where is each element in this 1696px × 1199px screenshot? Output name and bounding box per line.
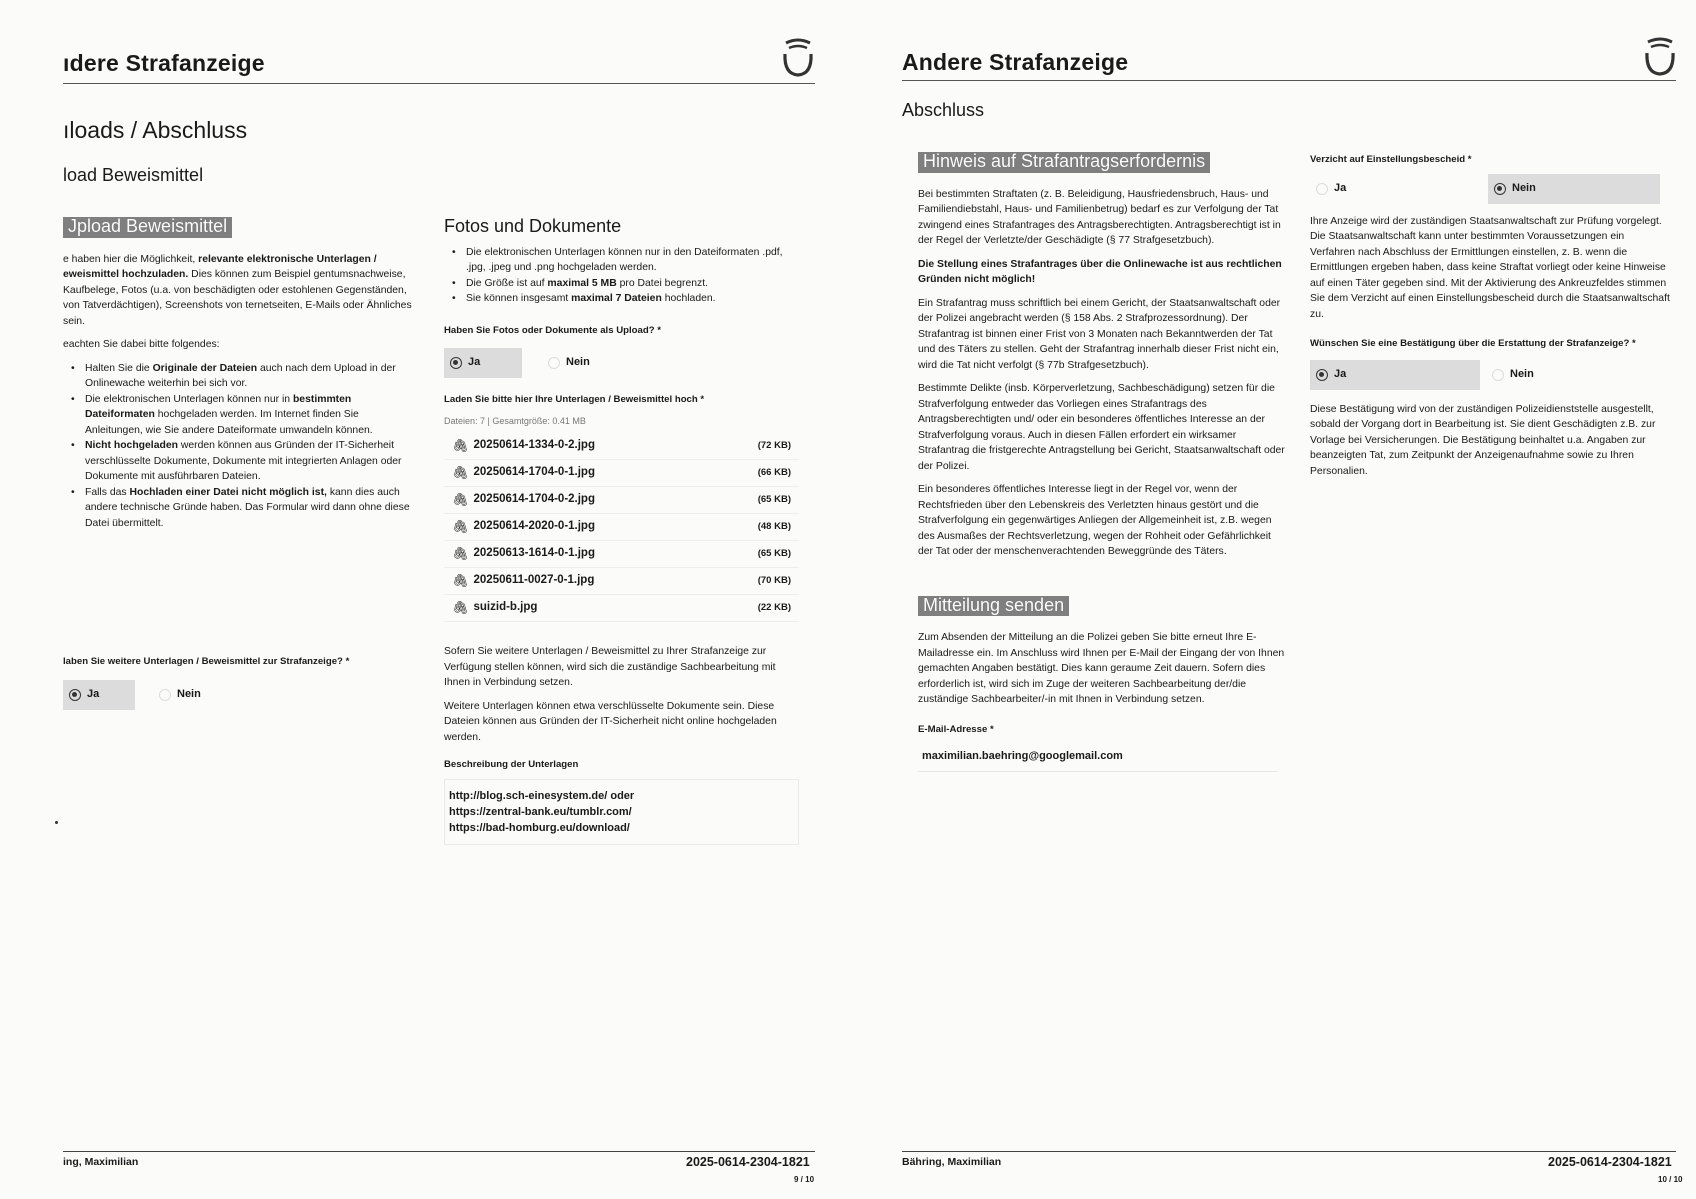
list-item: • Falls das Hochladen einer Datei nicht möglich ist, kann dies auch andere technische Gründe haben. Das Formular wird dann ohne diese Datei übermittelt.	[63, 485, 418, 532]
radio-selected-icon	[450, 357, 462, 369]
radio-selected-icon	[1494, 183, 1506, 195]
further-evidence-no-option[interactable]: Nein	[153, 680, 243, 710]
title-rule	[63, 83, 815, 84]
list-item: • Sie können insgesamt maximal 7 Dateien hochladen.	[444, 291, 799, 307]
radio-empty-icon	[548, 357, 560, 369]
footer-rule	[63, 1151, 815, 1152]
file-row[interactable]: 🖇 20250614-1704-0-1.jpg (66 KB)	[444, 460, 799, 487]
paragraph-bold: Die Stellung eines Strafantrages über die Onlinewache ist aus rechtlichen Gründen nicht möglich!	[918, 258, 1282, 285]
paragraph: Bestimmte Delikte (insb. Körperverletzung, Sachbeschädigung) setzen für die Strafverfolgung entweder das Vorliegen eines Strafantrags des Antragsberechtigten und/ oder ein besonderes öffentliches Interesse an der Strafverfolgung voraus. Auch in diesen Fällen erfordert ein wirksamer Strafantrag die fristgerechte Antragstellung bei Gericht, Staatsanwaltschaft oder der Polizei.	[918, 383, 1285, 472]
waiver-yes-option[interactable]: Ja	[1310, 174, 1400, 204]
file-rules-list	[444, 245, 799, 307]
paragraph: Bei bestimmten Straftaten (z. B. Beleidigung, Hausfriedensbruch, Haus- und Familiendiebstahl, Haus- und Familienbetrug) bedarf es zur Verfolgung der Tat zwingend eines Strafantrages des Antragsberechtigten. Antragsberechtigt ist in der Regel der Verletzte/der Geschädigte (§ 77 Strafgesetzbuch).	[918, 188, 1281, 246]
footer-name: ing, Maximilian	[63, 1156, 139, 1168]
options-column	[1310, 152, 1670, 487]
police-logo-icon	[778, 34, 818, 80]
paperclip-icon: 🖇	[452, 519, 469, 535]
paperclip-icon: 🖇	[452, 573, 469, 589]
police-logo-icon	[1640, 33, 1680, 79]
paragraph: Ein Strafantrag muss schriftlich bei einem Gericht, der Staatsanwaltschaft oder der Polizei angebracht werden (§ 158 Abs. 2 Strafprozessordnung). Der Strafantrag ist binnen einer Frist von 3 Monaten nach Bekanntwerden der Tat und des Täters zu stellen. Geht der Strafantrag innerhalb dieser Frist nicht ein, wird die Tat nicht verfolgt (§ 77b Strafgesetzbuch).	[918, 297, 1281, 371]
further-evidence-paragraph: Sofern Sie weitere Unterlagen / Beweismittel zu Ihrer Strafanzeige zur Verfügung stellen können, wird sich die zuständige Sachbearbeitung mit Ihnen in Verbindung setzen.	[444, 646, 776, 688]
section-title: ıloads / Abschluss	[63, 117, 248, 143]
paragraph: Zum Absenden der Mitteilung an die Polizei geben Sie bitte erneut Ihre E-Mailadresse ein. Im Anschluss wird Ihnen per E-Mail der Eingang der von Ihnen gemachten Angaben bestätigt. Dies kann geraume Zeit dauern. Sofern dies erforderlich ist, wird sich im Zuge der weiteren Sachbearbeitung der/die zuständige Sachbearbeiter/-in mit Ihnen in Verbindung setzen.	[918, 632, 1285, 705]
paperclip-icon: 🖇	[452, 465, 469, 481]
footer-case-id: 2025-0614-2304-1821	[686, 1155, 810, 1169]
list-item: • Die Größe ist auf maximal 5 MB pro Datei begrenzt.	[444, 276, 799, 292]
waiver-question: Verzicht auf Einstellungsbescheid *	[1310, 154, 1472, 165]
upload-label: Laden Sie bitte hier Ihre Unterlagen / Beweismittel hoch *	[444, 394, 705, 405]
complaint-requirement-highlight: Hinweis auf Strafantragserfordernis	[918, 152, 1210, 173]
note-lead: eachten Sie dabei bitte folgendes:	[63, 339, 220, 350]
file-row[interactable]: 🖇 suizid-b.jpg (22 KB)	[444, 595, 799, 622]
radio-selected-icon	[69, 689, 81, 701]
sub-title: load Beweismittel	[63, 165, 204, 185]
further-evidence-question: laben Sie weitere Unterlagen / Beweismittel zur Strafanzeige? *	[63, 656, 350, 667]
further-evidence-question-block	[63, 654, 418, 724]
intro-paragraph: e haben hier die Möglichkeit, relevante elektronische Unterlagen / eweismittel hochzuladen. Dies können zum Beispiel gentumsnachweise, Kaufbelege, Fotos (u.a. von beschädigten oder estohlenen Gegenständen, von Tatverdächtigen), Screenshots von ternetseiten, E-Mails oder Ähnliches sein.	[63, 253, 412, 327]
paperclip-icon: 🖇	[452, 492, 469, 508]
file-row[interactable]: 🖇 20250613-1614-0-1.jpg (65 KB)	[444, 541, 799, 568]
confirmation-paragraph: Diese Bestätigung wird von der zuständigen Polizeidienststelle ausgestellt, sobald der Vorgang dort in Bearbeitung ist. Sie dient Geschädigten z.B. zur Vorlage bei Versicherungen. Die Bestätigung beinhaltet u.a. Angaben zur beanzeigten Tat, zum Zeitpunkt der Anzeigenaufnahme sowie zu Ihren Personalien.	[1310, 403, 1656, 477]
description-label: Beschreibung der Unterlagen	[444, 759, 579, 770]
further-evidence-yes-option[interactable]: Ja	[63, 680, 135, 710]
footer-page-number: 9 / 10	[794, 1175, 815, 1184]
document-title: Andere Strafanzeige	[902, 49, 1129, 75]
email-label: E-Mail-Adresse *	[918, 723, 994, 735]
page-10	[848, 0, 1696, 1199]
section-title: Abschluss	[902, 100, 985, 120]
complaint-requirement-column	[918, 152, 1286, 772]
scan-speck	[55, 821, 58, 824]
send-message-highlight: Mitteilung senden	[918, 596, 1069, 617]
files-meta: Dateien: 7 | Gesamtgröße: 0.41 MB	[444, 415, 586, 426]
list-item: • Halten Sie die Originale der Dateien auch nach dem Upload in der Onlinewache weiterhin bei sich vor.	[63, 361, 418, 392]
file-row[interactable]: 🖇 20250611-0027-0-1.jpg (70 KB)	[444, 568, 799, 595]
document-title: ıdere Strafanzeige	[63, 50, 265, 76]
photos-documents-heading: Fotos und Dokumente	[444, 216, 622, 236]
photos-documents-column	[444, 216, 799, 845]
paperclip-icon: 🖇	[452, 546, 469, 562]
radio-empty-icon	[1492, 369, 1504, 381]
encrypted-docs-paragraph: Weitere Unterlagen können etwa verschlüsselte Dokumente sein. Diese Dateien können aus Gründen der IT-Sicherheit nicht online hochgeladen werden.	[444, 700, 777, 743]
footer-rule	[902, 1151, 1676, 1152]
description-textarea[interactable]: http://blog.sch-einesystem.de/ oder https://zentral-bank.eu/tumblr.com/ https://bad-homburg.eu/download/	[444, 779, 799, 845]
paragraph: Ein besonderes öffentliches Interesse liegt in der Regel vor, wenn der Rechtsfrieden über den Lebenskreis des Verletzten hinaus gestört und die Strafverfolgung ein gegenwärtiges Anliegen der Allgemeinheit ist, z.B. wegen des Ausmaßes der Rechtsverletzung, wegen der Rohheit oder Gefährlichkeit der Tat oder der menschenverachtenden Beweggründe des Täters.	[918, 484, 1272, 557]
upload-rules-list	[63, 361, 418, 532]
confirmation-question: Wünschen Sie eine Bestätigung über die Erstattung der Strafanzeige? *	[1310, 338, 1636, 349]
photos-yes-option[interactable]: Ja	[444, 348, 522, 378]
photos-upload-question: Haben Sie Fotos oder Dokumente als Upload? *	[444, 324, 661, 336]
radio-selected-icon	[1316, 369, 1328, 381]
file-row[interactable]: 🖇 20250614-1704-0-2.jpg (65 KB)	[444, 487, 799, 514]
list-item: • Die elektronischen Unterlagen können nur in bestimmten Dateiformaten hochgeladen werden. Im Internet finden Sie Anleitungen, wie Sie andere Dateiformate umwandeln können.	[63, 392, 418, 439]
file-list	[444, 433, 799, 622]
confirmation-yes-option[interactable]: Ja	[1310, 360, 1480, 390]
list-item: • Die elektronischen Unterlagen können nur in den Dateiformaten .pdf, .jpg, .jpeg und .png hochgeladen werden.	[444, 245, 799, 276]
photos-no-option[interactable]: Nein	[542, 348, 632, 378]
radio-empty-icon	[159, 689, 171, 701]
email-field[interactable]: maximilian.baehring@googlemail.com	[918, 743, 1278, 772]
footer-name: Bähring, Maximilian	[902, 1156, 1002, 1168]
footer-case-id: 2025-0614-2304-1821	[1548, 1155, 1672, 1169]
paperclip-icon: 🖇	[452, 438, 469, 454]
paperclip-icon: 🖇	[452, 600, 469, 616]
file-row[interactable]: 🖇 20250614-2020-0-1.jpg (48 KB)	[444, 514, 799, 541]
radio-empty-icon	[1316, 183, 1328, 195]
upload-highlight: Jpload Beweismittel	[63, 217, 232, 238]
title-rule	[902, 80, 1676, 81]
list-item: • Nicht hochgeladen werden können aus Gründen der IT-Sicherheit verschlüsselte Dokumente, Dokumente mit integrierten Anlagen oder Dokumente mit ausführbaren Dateien.	[63, 438, 418, 485]
confirmation-no-option[interactable]: Nein	[1486, 360, 1576, 390]
waiver-no-option[interactable]: Nein	[1488, 174, 1660, 204]
waiver-paragraph: Ihre Anzeige wird der zuständigen Staatsanwaltschaft zur Prüfung vorgelegt. Die Staatsanwaltschaft kann unter bestimmten Voraussetzungen ein Verfahren nach Abschluss der Ermittlungen einstellen, z. B. wenn die Ermittlungen ergeben haben, dass keine Straftat vorliegt oder keine Hinweise auf einen Täter gegeben sind. Mit der Aktivierung des Ankreuzfeldes stimmen Sie dem Verzicht auf einen Einstellungsbescheid durch die Staatsanwaltschaft zu.	[1310, 215, 1670, 320]
file-row[interactable]: 🖇 20250614-1334-0-2.jpg (72 KB)	[444, 433, 799, 460]
upload-info-column	[63, 217, 418, 539]
footer-page-number: 10 / 10	[1658, 1175, 1683, 1184]
